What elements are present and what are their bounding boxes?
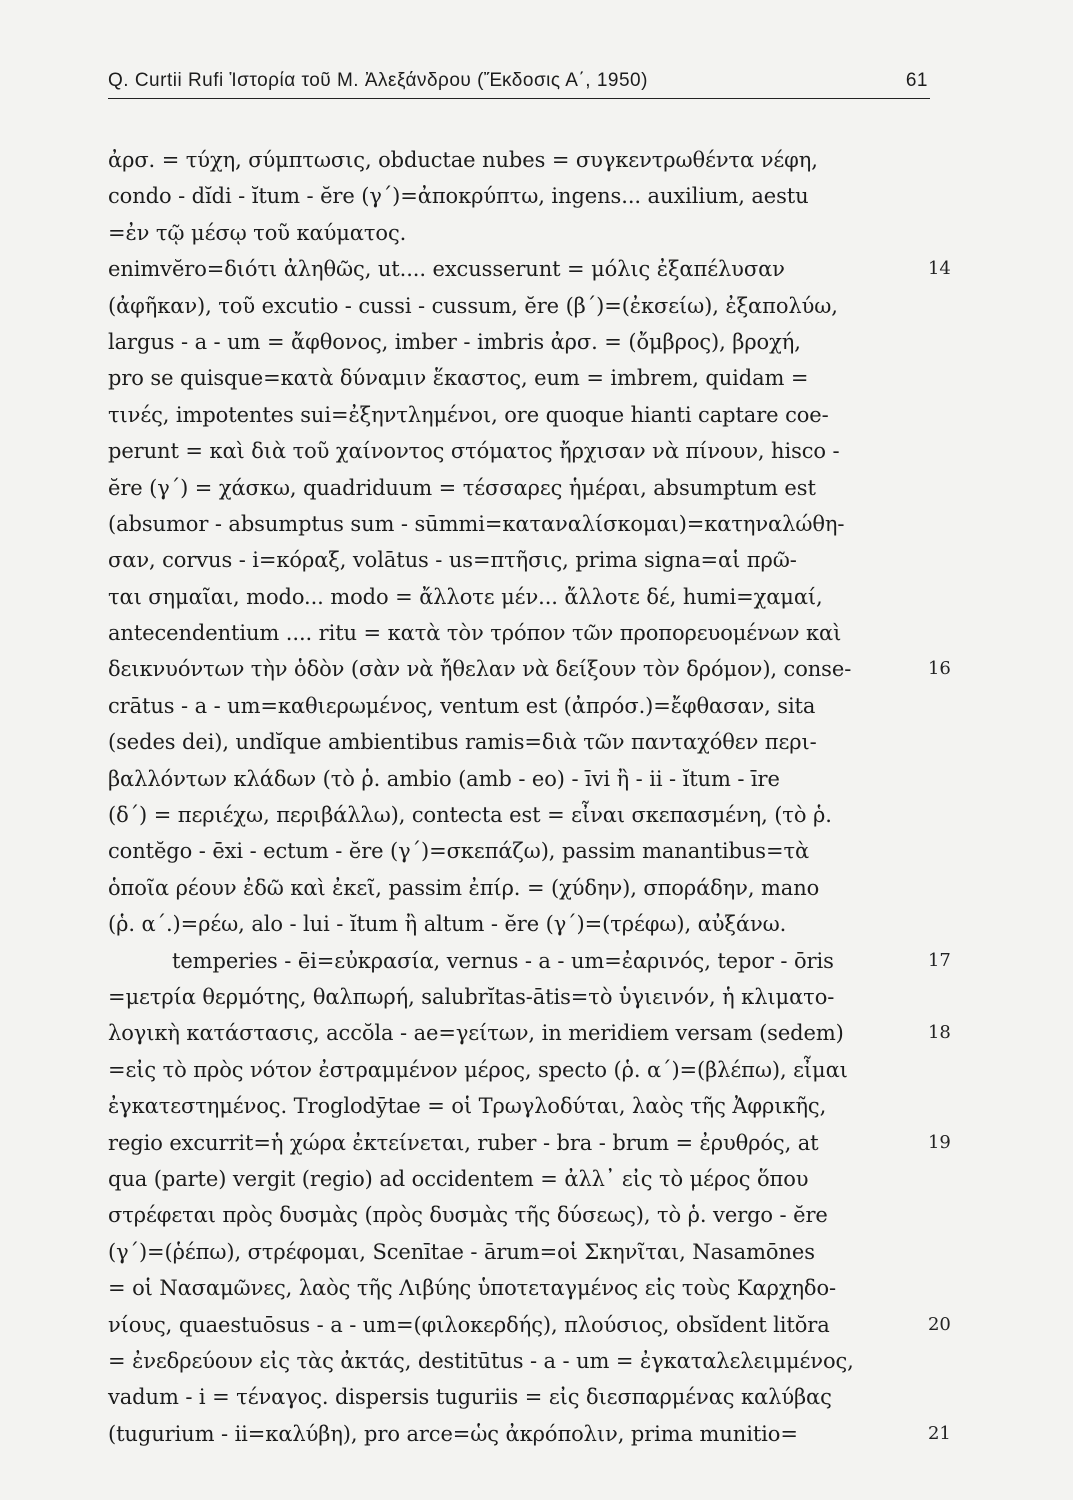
line-text: condo - dĭdi - ĭtum - ĕre (γ΄)=ἀποκρύπτω, ingens... auxilium, aestu: [108, 184, 809, 209]
margin-section-number: 16: [928, 658, 951, 680]
text-line: [108, 324, 918, 360]
text-line: [108, 1197, 918, 1233]
margin-section-number: 20: [928, 1313, 951, 1335]
line-text: (absumor - absumptus sum - sūmmi=καταναλίσκομαι)=κατηναλώθη-: [108, 511, 845, 536]
line-text: vadum - i = τέναγος. dispersis tuguriis = εἰς διεσπαρμένας καλύβας: [108, 1385, 832, 1410]
margin-section-number: 17: [928, 949, 951, 971]
line-text: (tugurium - ii=καλύβη), pro arce=ὡς ἀκρόπολιν, prima munitio=: [108, 1421, 798, 1446]
line-text: δεικνυόντων τὴν ὁδὸν (σὰν νὰ ἤθελαν νὰ δείξουν τὸν δρόμον), conse-: [108, 657, 852, 682]
text-line: [108, 1015, 951, 1051]
text-line: [108, 433, 918, 469]
line-text: pro se quisque=κατὰ δύναμιν ἕκαστος, eum = imbrem, quidam =: [108, 366, 809, 391]
line-text: = ἐνεδρεύουν εἰς τὰς ἀκτάς, destitūtus - a - um = ἐγκαταλελειμμένος,: [108, 1348, 854, 1373]
line-text: regio excurrit=ἡ χώρα ἐκτείνεται, ruber - bra - brum = ἐρυθρός, at: [108, 1130, 819, 1155]
line-text: enimvĕro=διότι ἀληθῶς, ut.... excusserunt = μόλις ἐξαπέλυσαν: [108, 257, 785, 282]
line-text: νίους, quaestuōsus - a - um=(φιλοκερδής), πλούσιος, obsĭdent litŏra: [108, 1312, 830, 1337]
text-line: [108, 1270, 918, 1306]
line-text: =εἰς τὸ πρὸς νότον ἐστραμμένον μέρος, specto (ῥ. α΄)=(βλέπω), εἶμαι: [108, 1057, 848, 1082]
line-text: λογικὴ κατάστασις, accŏla - ae=γείτων, in meridiem versam (sedem): [108, 1021, 844, 1046]
text-line: [108, 1416, 951, 1452]
text-line: [108, 360, 918, 396]
line-text: contĕgo - ēxi - ectum - ĕre (γ΄)=σκεπάζω), passim manantibus=τὰ: [108, 839, 810, 864]
line-text: (ἀφῆκαν), τοῦ excutio - cussi - cussum, ĕre (β΄)=(ἐκσείω), ἐξαπολύω,: [108, 293, 838, 318]
line-text: ἐγκατεστημένος. Troglodȳtae = οἱ Τρωγλοδύται, λαὸς τῆς Ἀφρικῆς,: [108, 1094, 827, 1119]
page-number: 61: [905, 70, 928, 91]
text-line: [108, 979, 918, 1015]
margin-section-number: 14: [928, 258, 951, 280]
text-body: [108, 142, 951, 1452]
margin-section-number: 18: [928, 1022, 951, 1044]
text-line: [108, 506, 918, 542]
text-line: [108, 397, 918, 433]
running-header: [108, 70, 930, 99]
line-text: (γ΄)=(ῥέπω), στρέφομαι, Scenītae - ārum=οἱ Σκηνῖται, Nasamōnes: [108, 1239, 815, 1264]
text-line: [108, 906, 918, 942]
margin-section-number: 19: [928, 1131, 951, 1153]
line-text: perunt = καὶ διὰ τοῦ χαίνοντος στόματος ἤρχισαν νὰ πίνουν, hisco -: [108, 439, 840, 464]
text-line: [108, 178, 918, 214]
line-text: temperies - ēi=εὐκρασία, vernus - a - um=ἐαρινός, tepor - ōris: [172, 948, 834, 973]
text-line: [108, 1125, 951, 1161]
line-text: ὁποῖα ρέουν ἐδῶ καὶ ἐκεῖ, passim ἐπίρ. = (χύδην), σποράδην, mano: [108, 875, 820, 900]
line-text: crātus - a - um=καθιερωμένος, ventum est (ἀπρόσ.)=ἔφθασαν, sita: [108, 693, 816, 718]
margin-section-number: 21: [928, 1422, 951, 1444]
text-line: [108, 688, 918, 724]
line-text: (ῥ. α΄.)=ρέω, alo - lui - ĭtum ἢ altum - ĕre (γ΄)=(τρέφω), αὐξάνω.: [108, 912, 787, 937]
line-text: qua (parte) vergit (regio) ad occidentem = ἀλλ᾿ εἰς τὸ μέρος ὅπου: [108, 1166, 809, 1191]
text-line: [108, 1088, 918, 1124]
line-text: ĕre (γ΄) = χάσκω, quadriduum = τέσσαρες ἡμέραι, absumptum est: [108, 475, 816, 500]
text-line: [108, 1052, 918, 1088]
line-text: ται σημαῖαι, modo... modo = ἄλλοτε μέν... ἄλλοτε δέ, humi=χαμαί,: [108, 584, 823, 609]
line-text: στρέφεται πρὸς δυσμὰς (πρὸς δυσμὰς τῆς δύσεως), τὸ ῥ. vergo - ĕre: [108, 1203, 828, 1228]
text-line: [108, 761, 918, 797]
text-line: [108, 542, 918, 578]
text-line: [108, 870, 918, 906]
line-text: σαν, corvus - i=κόραξ, volātus - us=πτῆσις, prima signa=αἱ πρῶ-: [108, 548, 797, 573]
line-text: =ἐν τῷ μέσῳ τοῦ καύματος.: [108, 220, 407, 245]
text-line: [108, 833, 918, 869]
text-line: [108, 1379, 918, 1415]
text-line: [108, 470, 918, 506]
text-line: [108, 651, 951, 687]
text-line: [108, 1307, 951, 1343]
line-text: (sedes dei), undĭque ambientibus ramis=διὰ τῶν πανταχόθεν περι-: [108, 730, 817, 755]
line-text: βαλλόντων κλάδων (τὸ ῥ. ambio (amb - eo) - īvi ἢ - ii - ĭtum - īre: [108, 766, 780, 791]
text-line: [108, 215, 918, 251]
line-text: τινές, impotentes sui=ἐξηντλημένοι, ore quoque hianti captare coe-: [108, 402, 829, 427]
text-line: [108, 943, 951, 979]
line-text: antecendentium .... ritu = κατὰ τὸν τρόπον τῶν προπορευομένων καὶ: [108, 621, 842, 646]
header-title: Q. Curtii Rufi Ἱστορία τοῦ Μ. Ἀλεξάνδρου (Ἔκδοσις Α΄, 1950): [108, 70, 648, 91]
text-line: [108, 579, 918, 615]
text-line: [108, 724, 918, 760]
line-text: largus - a - um = ἄφθονος, imber - imbris ἀρσ. = (ὄμβρος), βροχή,: [108, 329, 801, 354]
line-text: ἀρσ. = τύχη, σύμπτωσις, obductae nubes = συγκεντρωθέντα νέφη,: [108, 148, 818, 172]
text-line: [108, 797, 918, 833]
text-line: [108, 1343, 918, 1379]
text-line: [108, 615, 918, 651]
line-text: (δ΄) = περιέχω, περιβάλλω), contecta est = εἶναι σκεπασμένη, (τὸ ῥ.: [108, 803, 832, 828]
line-text: = οἱ Νασαμῶνες, λαὸς τῆς Λιβύης ὑποτεταγμένος εἰς τοὺς Καρχηδο-: [108, 1276, 837, 1301]
text-line: [108, 288, 918, 324]
text-line: [108, 1161, 918, 1197]
text-line: [108, 1234, 918, 1270]
text-line: [108, 251, 951, 287]
text-line: [108, 142, 918, 178]
line-text: =μετρία θερμότης, θαλπωρή, salubrĭtas-ātis=τὸ ὑγιεινόν, ἡ κλιματο-: [108, 984, 835, 1009]
